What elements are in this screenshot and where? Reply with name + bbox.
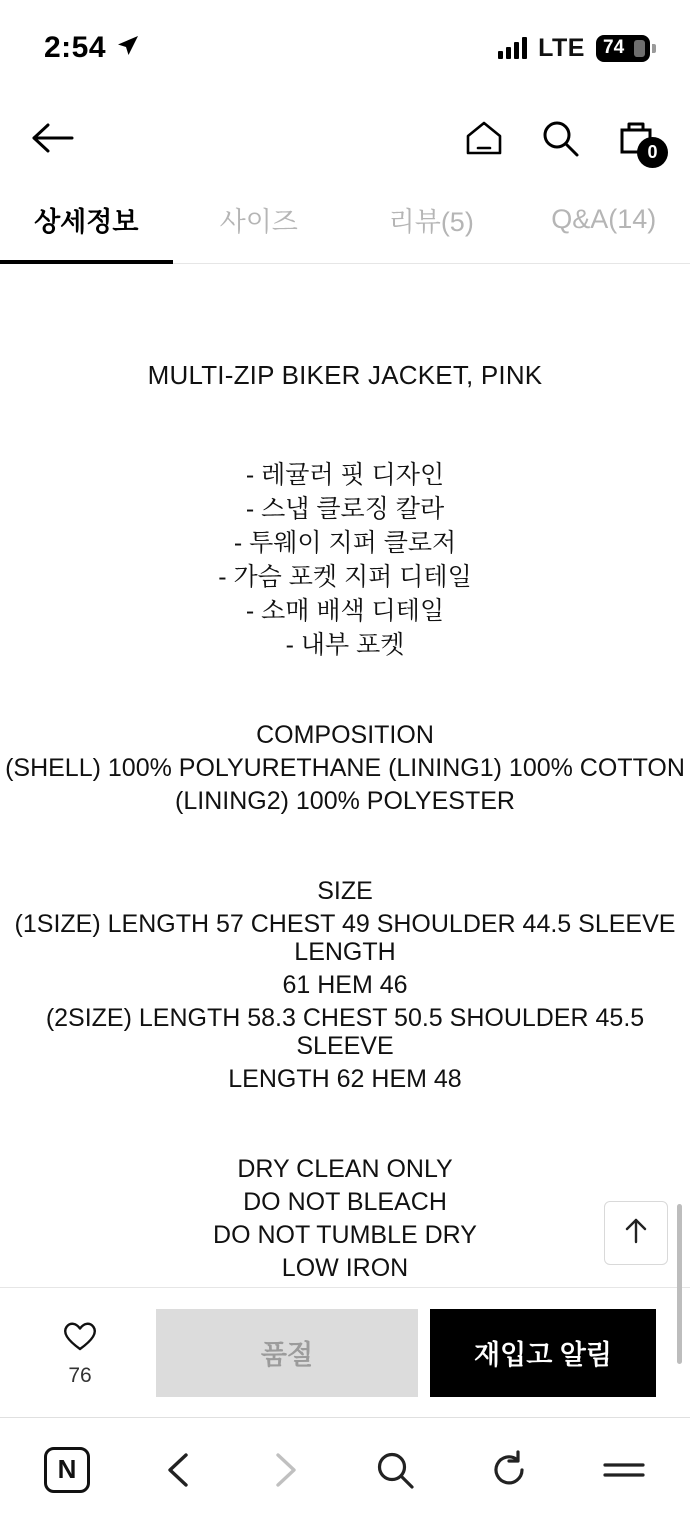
like-button[interactable] <box>34 1317 126 1388</box>
tab-size[interactable]: 사이즈 <box>173 180 346 263</box>
detail-content <box>0 264 690 1287</box>
search-icon[interactable] <box>540 118 580 158</box>
composition-heading: COMPOSITION <box>0 721 690 749</box>
tab-qna[interactable]: Q&A(14) <box>518 180 690 263</box>
restock-alert-button[interactable]: 재입고 알림 <box>430 1309 656 1397</box>
list-item: - 내부 포켓 <box>0 631 690 659</box>
battery-fill <box>634 40 645 57</box>
search-icon[interactable] <box>374 1449 416 1491</box>
status-time: 2:54 <box>44 31 106 65</box>
size-line: 61 HEM 46 <box>0 971 690 999</box>
bag-count-badge: 0 <box>637 137 668 168</box>
top-nav-bar <box>0 96 690 180</box>
battery-percent-label: 74 <box>603 37 624 59</box>
size-line: (1SIZE) LENGTH 57 CHEST 49 SHOULDER 44.5 SLEEVE LENGTH <box>0 910 690 966</box>
reload-icon[interactable] <box>488 1449 530 1491</box>
home-icon[interactable] <box>464 119 504 157</box>
composition-line: (LINING2) 100% POLYESTER <box>0 787 690 815</box>
network-type-label: LTE <box>538 34 585 63</box>
detail-tabs <box>0 180 690 264</box>
list-item: - 투웨이 지퍼 클로저 <box>0 529 690 557</box>
size-heading: SIZE <box>0 877 690 905</box>
hamburger-menu-icon[interactable] <box>602 1455 646 1485</box>
shopping-bag-icon[interactable] <box>616 118 656 158</box>
vertical-scrollbar[interactable] <box>677 1204 682 1364</box>
status-bar <box>0 0 690 96</box>
browser-toolbar <box>0 1417 690 1521</box>
size-block <box>0 877 690 1093</box>
list-item: - 스냅 클로징 칼라 <box>0 495 690 523</box>
like-count: 76 <box>68 1364 91 1388</box>
scroll-to-top-button[interactable] <box>604 1201 668 1265</box>
care-block <box>0 1155 690 1282</box>
size-line: LENGTH 62 HEM 48 <box>0 1065 690 1093</box>
heart-icon <box>60 1317 100 1358</box>
purchase-bar <box>0 1287 690 1417</box>
feature-list <box>0 461 690 659</box>
care-line: LOW IRON <box>0 1254 690 1282</box>
tab-detail-info[interactable]: 상세정보 <box>0 180 173 263</box>
nav-actions <box>464 118 656 158</box>
care-line: DO NOT BLEACH <box>0 1188 690 1216</box>
composition-block <box>0 721 690 815</box>
signal-strength-icon <box>498 37 527 59</box>
composition-line: (SHELL) 100% POLYURETHANE (LINING1) 100% COTTON <box>0 754 690 782</box>
back-arrow-icon[interactable] <box>30 120 74 156</box>
status-right <box>498 34 650 63</box>
chevron-left-icon[interactable] <box>162 1450 196 1490</box>
naver-logo-icon[interactable]: N <box>44 1447 90 1493</box>
battery-indicator <box>596 35 650 62</box>
list-item: - 레귤러 핏 디자인 <box>0 461 690 489</box>
sold-out-button: 품절 <box>156 1309 418 1397</box>
care-line: DRY CLEAN ONLY <box>0 1155 690 1183</box>
product-title: MULTI-ZIP BIKER JACKET, PINK <box>0 360 690 391</box>
chevron-right-icon <box>268 1450 302 1490</box>
status-left <box>44 31 140 65</box>
arrow-up-icon <box>622 1216 650 1251</box>
location-arrow-icon <box>116 34 140 63</box>
list-item: - 소매 배색 디테일 <box>0 597 690 625</box>
list-item: - 가슴 포켓 지퍼 디테일 <box>0 563 690 591</box>
care-line: DO NOT TUMBLE DRY <box>0 1221 690 1249</box>
tab-reviews[interactable]: 리뷰(5) <box>345 180 518 263</box>
size-line: (2SIZE) LENGTH 58.3 CHEST 50.5 SHOULDER 45.5 SLEEVE <box>0 1004 690 1060</box>
